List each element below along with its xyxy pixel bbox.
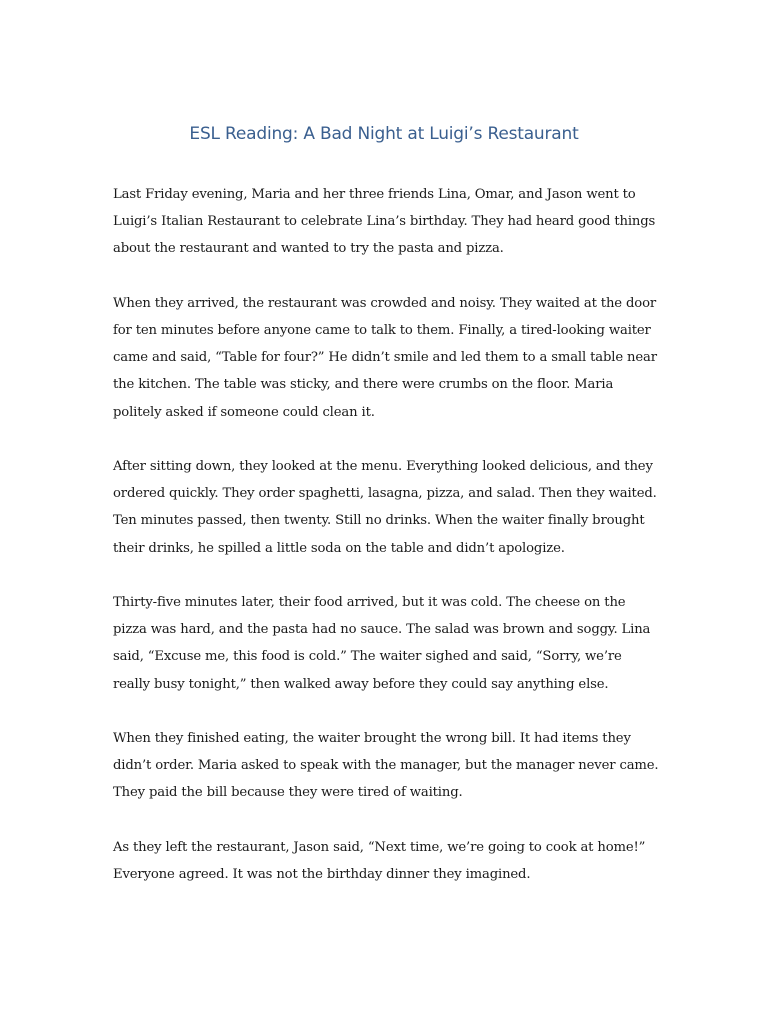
paragraph-1: Last Friday evening, Maria and her three friends Lina, Omar, and Jason went to Luigi’s Italian Restaurant to celebrate Lina’s birthday. They had heard good things about the restaurant and wanted to try the pasta and pizza.	[113, 187, 656, 257]
document-title: ESL Reading: A Bad Night at Luigi’s Restaurant	[189, 124, 579, 144]
paragraph-6: As they left the restaurant, Jason said, “Next time, we’re going to cook at home!” Everyone agreed. It was not the birthday dinner they imagined.	[113, 839, 646, 882]
paragraph-4: Thirty-five minutes later, their food arrived, but it was cold. The cheese on the pizza was hard, and the pasta had no sauce. The salad was brown and soggy. Lina said, “Excuse me, this food is cold.” The waiter sighed and said, “Sorry, we’re really busy tonight,” then walked away before they could say anything else.	[113, 595, 651, 692]
paragraph-2: When they arrived, the restaurant was crowded and noisy. They waited at the door for ten minutes before anyone came to talk to them. Finally, a tired-looking waiter came and said, “Table for four?” He didn’t smile and led them to a small table near the kitchen. The table was sticky, and there were crumbs on the floor. Maria politely asked if someone could clean it.	[113, 295, 657, 420]
paragraph-5: When they finished eating, the waiter brought the wrong bill. It had items they didn’t order. Maria asked to speak with the manager, but the manager never came. They paid the bill because they were tired of waiting.	[113, 731, 659, 801]
paragraph-3: After sitting down, they looked at the menu. Everything looked delicious, and they ordered quickly. They order spaghetti, lasagna, pizza, and salad. Then they waited. Ten minutes passed, then twenty. Still no drinks. When the waiter finally brought their drinks, he spilled a little soda on the table and didn’t apologize.	[113, 459, 657, 556]
document-body	[113, 181, 661, 915]
